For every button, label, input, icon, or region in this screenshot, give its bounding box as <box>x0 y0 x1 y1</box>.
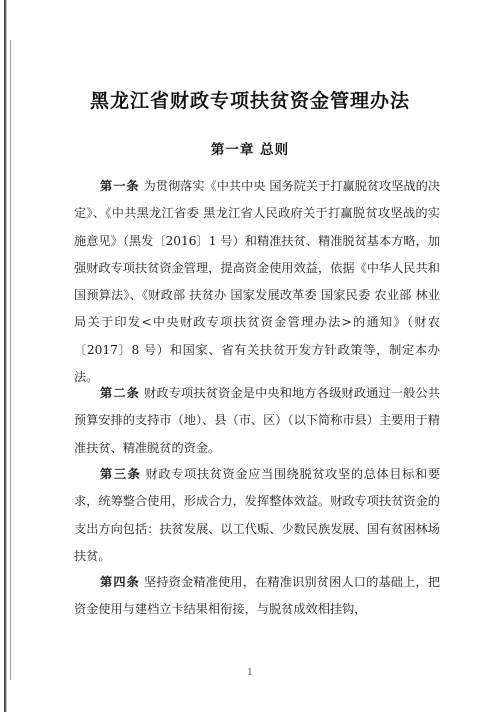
article-number: 第三条 <box>100 467 142 481</box>
article-number: 第二条 <box>100 386 141 400</box>
article-text: 为贯彻落实《中共中央 国务院关于打赢脱贫攻坚战的决定》、《中共黑龙江省委 黑龙江省人民政府关于打赢脱贫攻坚战的实施意见》（黑发〔2016〕1 号）和精准扶贫、精准脱贫基本方略，加强财政专项扶贫资金管理，提高资金使用效益，依据《中华人民共和国预算法》、《财政部 扶贫办 国家发展改革委 国家民委 农业部 林业局关于印发<中央财政专项扶贫资金管理办法>的通知》（财农〔2017〕8 号）和国家、省有关扶贫开发方针政策等，制定本办法。 <box>74 179 441 385</box>
article-text: 财政专项扶贫资金应当围绕脱贫攻坚的总体目标和要求，统筹整合使用，形成合力，发挥整体效益。财政专项扶贫资金的支出方向包括：扶贫发展、以工代赈、少数民族发展、国有贫困林场扶贫。 <box>74 467 441 563</box>
article-paragraph <box>74 461 440 570</box>
article-text: 坚持资金精准使用，在精准识别贫困人口的基础上，把资金使用与建档立卡结果相衔接，与脱贫成效相挂钩， <box>74 575 441 617</box>
page-number: 1 <box>247 668 253 678</box>
document-title: 黑龙江省财政专项扶贫资金管理办法 <box>89 90 410 112</box>
chapter-heading: 第一章 总则 <box>210 142 290 158</box>
article-paragraph <box>74 569 440 624</box>
binding-shadow-line <box>10 40 11 680</box>
article-number: 第四条 <box>100 575 141 589</box>
article-number: 第一条 <box>100 179 140 193</box>
article-text: 财政专项扶贫资金是中央和地方各级财政通过一般公共预算安排的支持市（地）、县（市、区）（以下简称市县）主要用于精准扶贫、精准脱贫的资金。 <box>74 386 441 455</box>
article-paragraph <box>74 380 440 462</box>
article-paragraph <box>74 173 440 391</box>
